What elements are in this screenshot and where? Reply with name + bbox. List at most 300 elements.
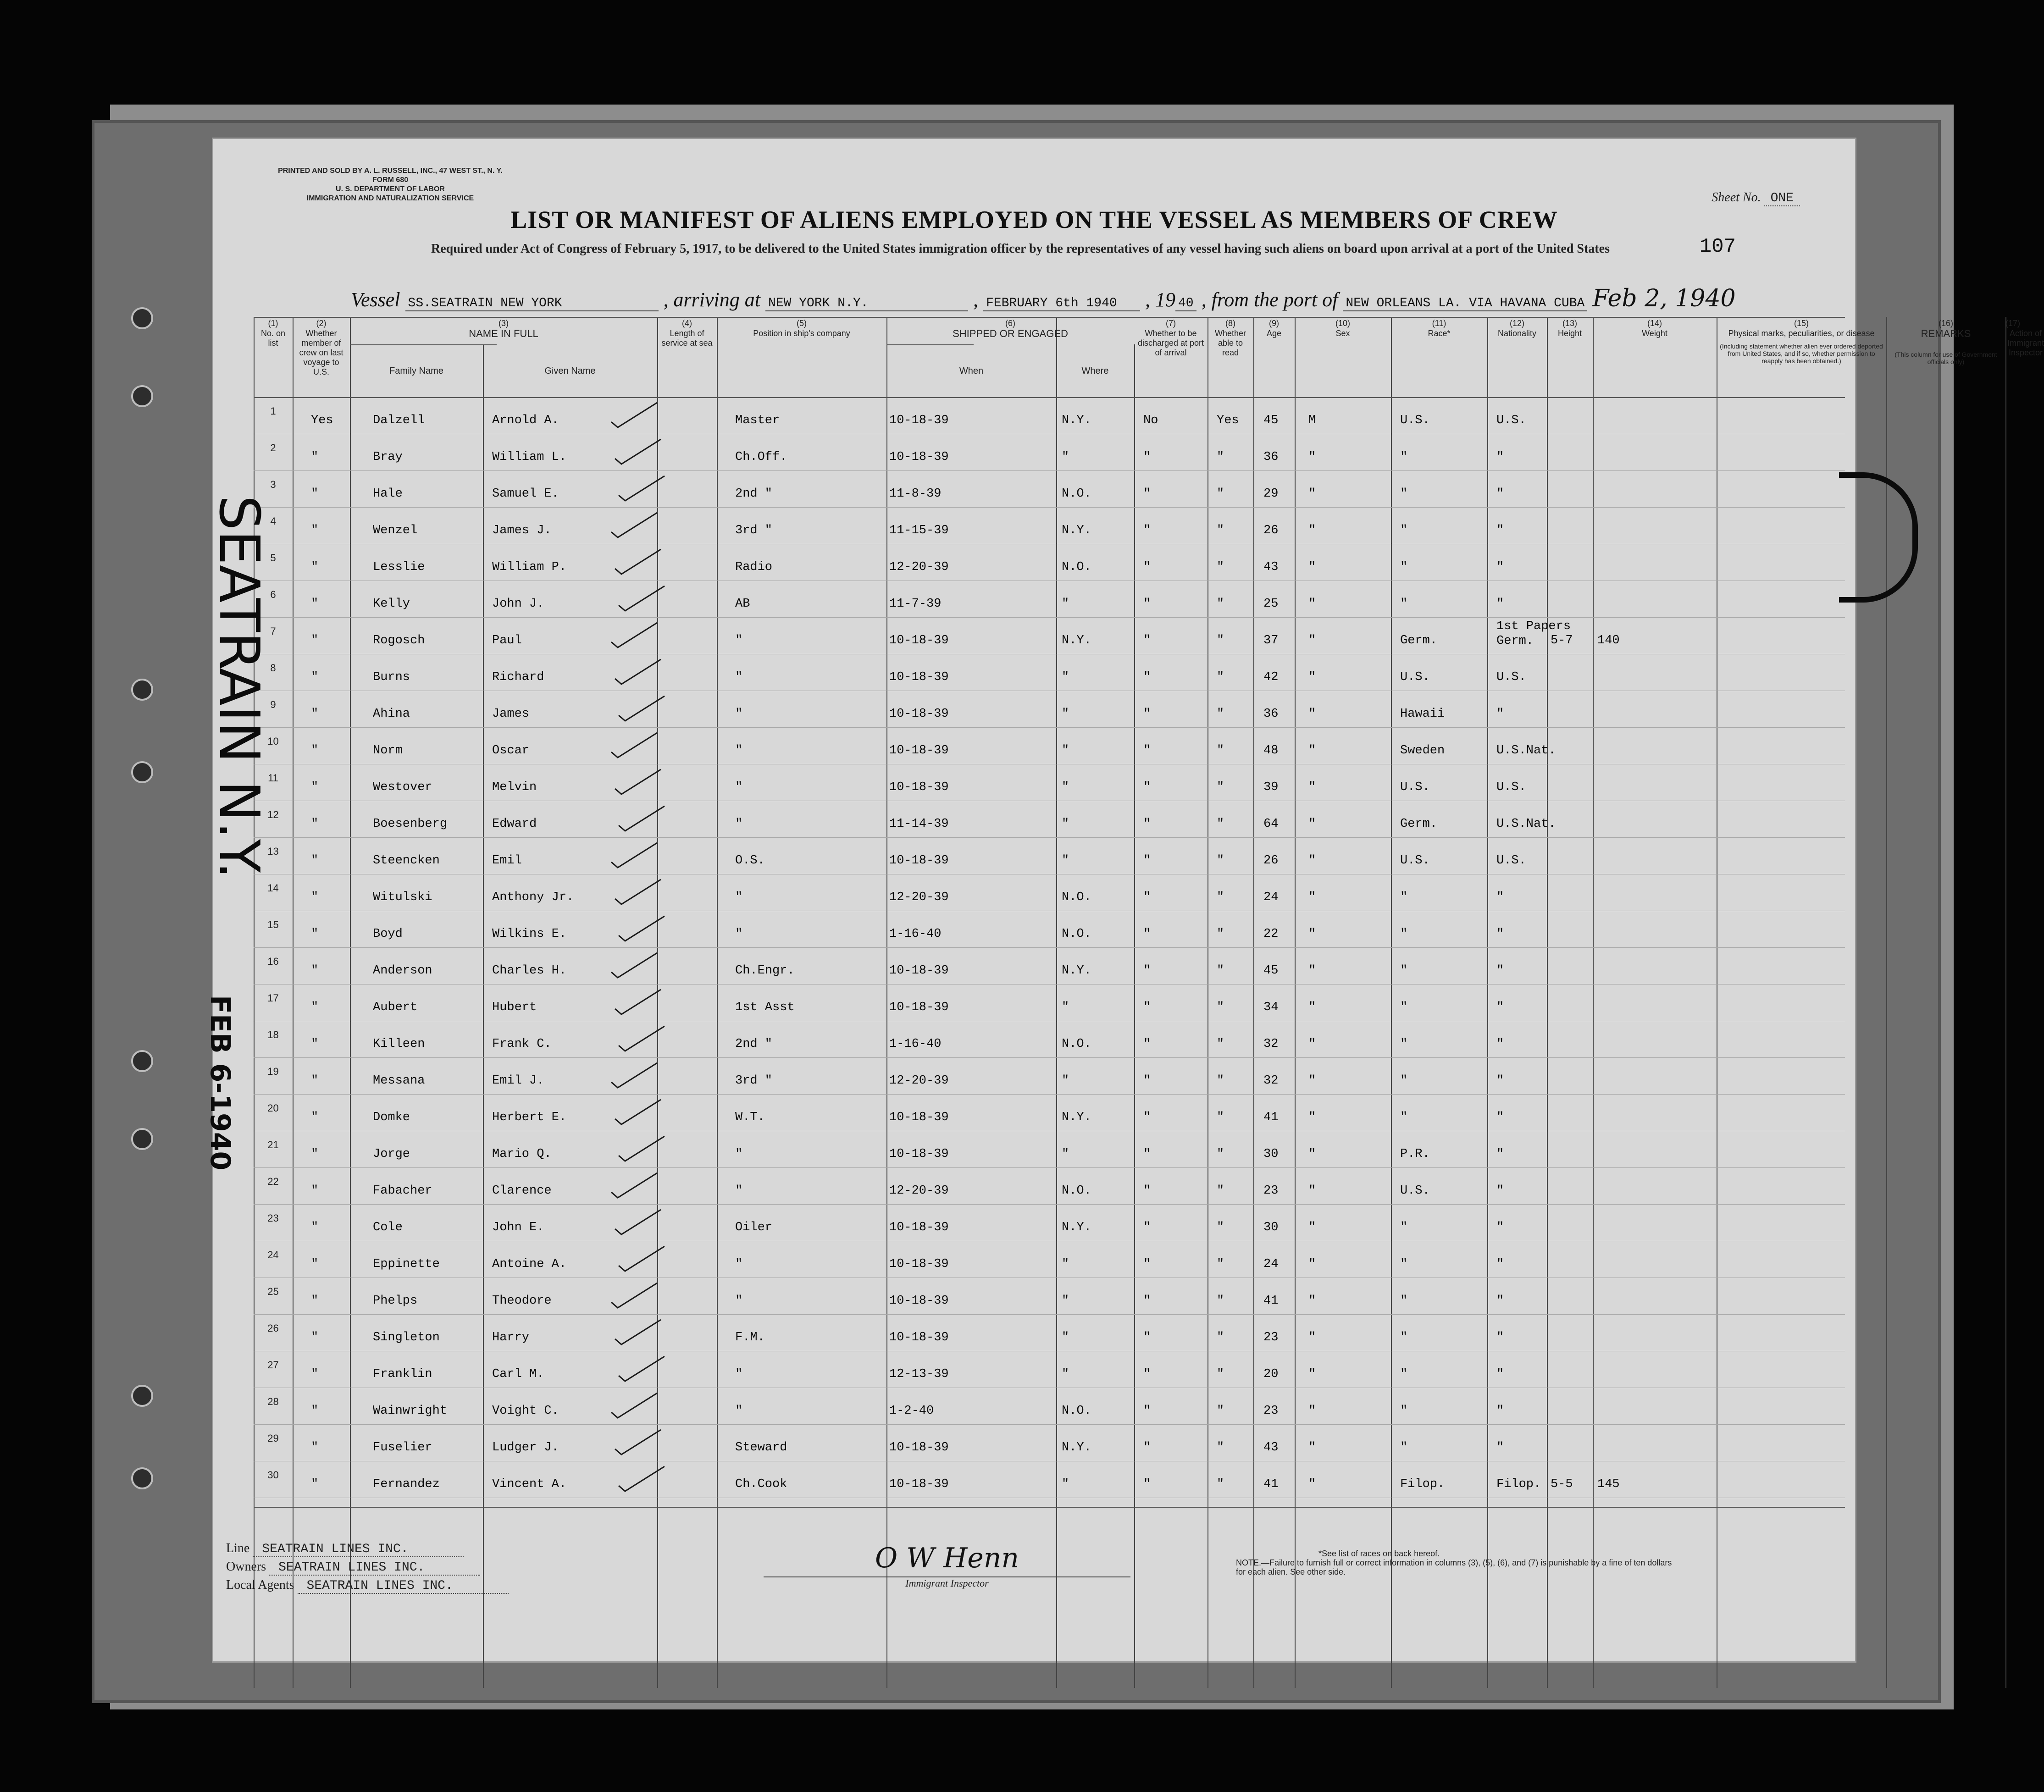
able-to-read-cell: " [1217, 1184, 1224, 1198]
prev-voyage-cell: " [311, 1441, 319, 1455]
agents-label: Local Agents [226, 1578, 294, 1592]
column-divider [1295, 317, 1296, 1688]
position-cell: " [735, 1294, 743, 1308]
crew-table [254, 317, 2044, 1688]
column-header: Action of Immigrant Inspector [2007, 329, 2044, 357]
binder-hole [131, 761, 153, 783]
shipped-where-cell: " [1062, 597, 1069, 611]
position-cell: " [735, 1367, 743, 1381]
row-rule [254, 1204, 1845, 1205]
column-header: Height [1557, 329, 1582, 338]
shipped-where-cell: N.Y. [1062, 524, 1091, 537]
column-divider [1056, 317, 1057, 1688]
given-name-cell: Richard [492, 670, 544, 684]
discharged-cell: " [1143, 1111, 1151, 1124]
shipped-when-cell: 10-18-39 [889, 634, 949, 647]
shipped-where-cell: " [1062, 1257, 1069, 1271]
nationality-cell: U.S.Nat. [1496, 744, 1556, 758]
check-mark-icon [607, 1060, 662, 1092]
given-name-cell: Wilkins E. [492, 927, 567, 941]
shipped-when-cell: 10-18-39 [889, 1257, 949, 1271]
shipped-when-cell: 10-18-39 [889, 707, 949, 721]
nationality-cell: " [1496, 1111, 1504, 1124]
sex-cell: " [1308, 707, 1316, 721]
position-cell: W.T. [735, 1111, 765, 1124]
race-cell: U.S. [1400, 854, 1430, 868]
prev-voyage-cell: " [311, 964, 319, 978]
given-name-cell: Charles H. [492, 964, 567, 978]
age-cell: 20 [1263, 1367, 1279, 1381]
nationality-cell: " [1496, 1184, 1504, 1198]
race-cell: " [1400, 560, 1408, 574]
discharged-cell: " [1143, 1184, 1151, 1198]
subheader-rule [350, 344, 497, 345]
check-mark-icon [614, 913, 669, 946]
shipped-where-cell: " [1062, 707, 1069, 721]
check-mark-icon [614, 473, 669, 505]
shipped-when-cell: 10-18-39 [889, 670, 949, 684]
row-number: 7 [270, 625, 276, 637]
sex-cell: " [1308, 634, 1316, 647]
nationality-cell: " [1496, 1147, 1504, 1161]
given-name-cell: John E. [492, 1221, 544, 1234]
given-name-cell: Anthony Jr. [492, 890, 574, 904]
agents-value: SEATRAIN LINES INC. [298, 1579, 509, 1594]
race-cell: " [1400, 1037, 1408, 1051]
shipped-when-cell: 10-18-39 [889, 1221, 949, 1234]
given-name-cell: Emil J. [492, 1074, 544, 1088]
prev-voyage-cell: " [311, 1477, 319, 1491]
shipped-when-cell: 10-18-39 [889, 744, 949, 758]
race-cell: " [1400, 964, 1408, 978]
sex-cell: " [1308, 524, 1316, 537]
family-name-cell: Wenzel [373, 524, 418, 537]
shipped-when-cell: 10-18-39 [889, 1001, 949, 1014]
age-cell: 29 [1263, 487, 1279, 501]
race-cell: " [1400, 487, 1408, 501]
given-name-cell: Ludger J. [492, 1441, 559, 1455]
column-number: (9) [1269, 319, 1279, 328]
shipped-when-cell: 1-16-40 [889, 1037, 942, 1051]
shipped-when-cell: 10-18-39 [889, 1147, 949, 1161]
prev-voyage-cell: " [311, 780, 319, 794]
race-cell: P.R. [1400, 1147, 1430, 1161]
printer-line: PRINTED AND SOLD BY A. L. RUSSELL, INC., 47 WEST ST., N. Y. [278, 167, 503, 175]
able-to-read-cell: " [1217, 1257, 1224, 1271]
row-number: 18 [267, 1029, 279, 1040]
nationality-cell: " [1496, 1404, 1504, 1418]
given-name-cell: Oscar [492, 744, 530, 758]
age-cell: 30 [1263, 1221, 1279, 1234]
family-name-cell: Domke [373, 1111, 410, 1124]
age-cell: 41 [1263, 1111, 1279, 1124]
able-to-read-cell: " [1217, 1221, 1224, 1234]
margin-stamp [202, 486, 289, 1174]
nationality-cell: U.S. [1496, 854, 1526, 868]
column-number: (7) [1166, 319, 1176, 328]
prev-voyage-cell: " [311, 1184, 319, 1198]
weight-cell: 140 [1597, 634, 1620, 647]
position-cell: Ch.Engr. [735, 964, 795, 978]
nationality-cell: U.S. [1496, 670, 1526, 684]
column-divider [1253, 317, 1254, 1688]
binder-hole [131, 1385, 153, 1407]
shipped-when-cell: 10-18-39 [889, 1441, 949, 1455]
shipped-when-cell: 10-18-39 [889, 780, 949, 794]
age-cell: 34 [1263, 1001, 1279, 1014]
shipped-when-cell: 11-14-39 [889, 817, 949, 831]
row-number: 25 [267, 1286, 279, 1297]
sex-cell: " [1308, 744, 1316, 758]
nationality-cell: " [1496, 597, 1504, 611]
race-cell: " [1400, 1257, 1408, 1271]
shipped-where-cell: " [1062, 1294, 1069, 1308]
able-to-read-cell: " [1217, 1441, 1224, 1455]
family-name-cell: Boyd [373, 927, 403, 941]
check-mark-icon [614, 583, 669, 615]
column-header: Age [1266, 329, 1282, 338]
race-cell: U.S. [1400, 780, 1430, 794]
age-cell: 30 [1263, 1147, 1279, 1161]
shipped-when-cell: 10-18-39 [889, 414, 949, 427]
discharged-cell: " [1143, 1257, 1151, 1271]
age-cell: 23 [1263, 1404, 1279, 1418]
stamp-date: FEB 6-1940 [204, 995, 236, 1171]
row-number: 8 [270, 662, 276, 674]
column-number: (1) [268, 319, 278, 328]
position-cell: Ch.Off. [735, 450, 787, 464]
family-name-cell: Aubert [373, 1001, 418, 1014]
sex-cell: " [1308, 597, 1316, 611]
column-divider [483, 344, 484, 1688]
shipped-when-cell: 10-18-39 [889, 1111, 949, 1124]
shipped-where-cell: " [1062, 817, 1069, 831]
column-header: Nationality [1497, 329, 1537, 338]
race-cell: Germ. [1400, 817, 1438, 831]
column-number: (17) [2005, 319, 2021, 328]
family-name-cell: Messana [373, 1074, 425, 1088]
able-to-read-cell: " [1217, 1367, 1224, 1381]
table-bottom-rule [254, 1507, 1845, 1508]
shipped-when-cell: 10-18-39 [889, 1477, 949, 1491]
footnote [1236, 1549, 1676, 1576]
form-number: FORM 680 [372, 176, 409, 184]
race-cell: " [1400, 1441, 1408, 1455]
age-cell: 43 [1263, 1441, 1279, 1455]
position-cell: " [735, 1147, 743, 1161]
given-name-cell: Arnold A. [492, 414, 559, 427]
inspector-signature: O W Henn [875, 1542, 1019, 1574]
check-mark-icon [607, 1280, 662, 1312]
prev-voyage-cell: " [311, 1404, 319, 1418]
nationality-cell: U.S. [1496, 414, 1526, 427]
age-cell: 37 [1263, 634, 1279, 647]
race-cell: " [1400, 1221, 1408, 1234]
given-name-cell: Melvin [492, 780, 537, 794]
column-header: Weight [1642, 329, 1667, 338]
position-cell: " [735, 780, 743, 794]
shipped-where-cell: N.Y. [1062, 414, 1091, 427]
sex-cell: " [1308, 854, 1316, 868]
remarks-note: (Including statement whether alien ever ordered deported from United States, and if so, whether permission to reapply has been obtained.) [1720, 343, 1883, 365]
column-number: (15) [1794, 319, 1809, 328]
agents-field [226, 1578, 509, 1594]
row-rule [254, 1167, 1845, 1168]
prev-voyage-cell: " [311, 854, 319, 868]
row-number: 13 [267, 846, 279, 857]
column-number: (3) [499, 319, 509, 328]
position-cell: Oiler [735, 1221, 773, 1234]
manifest-sheet [212, 138, 2044, 1663]
race-cell: Germ. [1400, 634, 1438, 647]
nationality-cell: U.S.Nat. [1496, 817, 1556, 831]
able-to-read-cell: " [1217, 964, 1224, 978]
prev-voyage-cell: " [311, 1074, 319, 1088]
prev-voyage-cell: " [311, 1147, 319, 1161]
family-name-cell: Boesenberg [373, 817, 448, 831]
column-header: Position in ship's company [753, 329, 850, 338]
column-header: Whether able to read [1214, 329, 1246, 357]
discharged-cell: " [1143, 707, 1151, 721]
family-name-cell: Witulski [373, 890, 432, 904]
shipped-where-cell: N.O. [1062, 487, 1091, 501]
row-number: 26 [267, 1322, 279, 1334]
able-to-read-cell: " [1217, 1001, 1224, 1014]
shipped-when-cell: 12-20-39 [889, 1074, 949, 1088]
shipped-where-cell: N.Y. [1062, 964, 1091, 978]
check-mark-icon [610, 767, 665, 799]
binder-hole [131, 385, 153, 407]
position-cell: 3rd " [735, 524, 773, 537]
column-header: NAME IN FULL [469, 328, 538, 339]
check-mark-icon [607, 1170, 662, 1202]
row-number: 23 [267, 1212, 279, 1224]
column-number: (5) [797, 319, 807, 328]
sex-cell: " [1308, 1184, 1316, 1198]
discharged-cell: " [1143, 964, 1151, 978]
shipped-when-cell: 12-20-39 [889, 1184, 949, 1198]
sex-cell: " [1308, 1477, 1316, 1491]
shipped-where-cell: N.Y. [1062, 1441, 1091, 1455]
race-cell: Filop. [1400, 1477, 1445, 1491]
able-to-read-cell: " [1217, 1111, 1224, 1124]
binder-hole [131, 679, 153, 701]
handwritten-date: Feb 2, 1940 [1592, 285, 1736, 312]
sex-cell: " [1308, 964, 1316, 978]
column-number: (13) [1562, 319, 1577, 328]
nationality-cell: " [1496, 1221, 1504, 1234]
vessel-name: SS.SEATRAIN NEW YORK [405, 296, 659, 311]
age-cell: 41 [1263, 1294, 1279, 1308]
nationality-cell: " [1496, 1074, 1504, 1088]
check-mark-icon [610, 1207, 665, 1239]
check-mark-icon [610, 1317, 665, 1349]
age-cell: 23 [1263, 1331, 1279, 1344]
sheet-number-value: ONE [1764, 191, 1800, 206]
arrival-date: FEBRUARY 6th 1940 [983, 296, 1140, 311]
shipped-when-cell: 12-13-39 [889, 1367, 949, 1381]
shipped-where-cell: N.Y. [1062, 634, 1091, 647]
height-cell: 5-7 [1551, 634, 1573, 647]
able-to-read-cell: " [1217, 670, 1224, 684]
shipped-when-cell: 1-16-40 [889, 927, 942, 941]
prev-voyage-cell: " [311, 450, 319, 464]
line-value: SEATRAIN LINES INC. [253, 1542, 464, 1557]
family-name-cell: Steencken [373, 854, 440, 868]
shipped-where-cell: " [1062, 1367, 1069, 1381]
discharged-cell: " [1143, 890, 1151, 904]
check-mark-icon [614, 1023, 669, 1056]
nationality-cell: " [1496, 707, 1504, 721]
nationality-cell: Filop. [1496, 1477, 1541, 1491]
family-name-cell: Phelps [373, 1294, 418, 1308]
nationality-cell: " [1496, 1294, 1504, 1308]
shipped-where-cell: N.O. [1062, 560, 1091, 574]
prev-voyage-cell: " [311, 597, 319, 611]
subheader-when: When [959, 366, 984, 376]
sex-cell: " [1308, 450, 1316, 464]
subheader-where: Where [1081, 366, 1109, 376]
sex-cell: " [1308, 817, 1316, 831]
age-cell: 32 [1263, 1037, 1279, 1051]
column-divider [886, 317, 887, 1688]
sex-cell: " [1308, 1147, 1316, 1161]
discharged-cell: " [1143, 744, 1151, 758]
column-divider [1391, 317, 1392, 1688]
family-name-cell: Westover [373, 780, 432, 794]
binder-hole [131, 1128, 153, 1150]
sex-cell: " [1308, 1111, 1316, 1124]
prev-voyage-cell: " [311, 1367, 319, 1381]
row-number: 17 [267, 992, 279, 1004]
family-name-cell: Bray [373, 450, 403, 464]
able-to-read-cell: " [1217, 1331, 1224, 1344]
shipped-when-cell: 11-15-39 [889, 524, 949, 537]
row-number: 11 [268, 772, 278, 784]
column-header: No. on list [260, 329, 286, 348]
age-cell: 41 [1263, 1477, 1279, 1491]
family-name-cell: Fernandez [373, 1477, 440, 1491]
family-name-cell: Wainwright [373, 1404, 448, 1418]
voyage-line: Vessel SS.SEATRAIN NEW YORK , arriving at NEW YORK N.Y. , FEBRUARY 6th 1940 , 19 40 , from the port of NEW ORLEANS LA. VIA HAVANA CUBA Feb 2, 1940 [351, 285, 1736, 312]
given-name-cell: Hubert [492, 1001, 537, 1014]
discharged-cell: " [1143, 524, 1151, 537]
prev-voyage-cell: " [311, 1001, 319, 1014]
able-to-read-cell: " [1217, 487, 1224, 501]
shipped-when-cell: 10-18-39 [889, 1331, 949, 1344]
able-to-read-cell: " [1217, 780, 1224, 794]
column-header: Sex [1335, 329, 1350, 338]
discharged-cell: " [1143, 927, 1151, 941]
position-cell: Steward [735, 1441, 787, 1455]
race-cell: " [1400, 450, 1408, 464]
race-cell: " [1400, 1404, 1408, 1418]
able-to-read-cell: " [1217, 854, 1224, 868]
discharged-cell: No [1143, 414, 1158, 427]
row-number: 30 [267, 1469, 279, 1481]
page-subtitle: Required under Act of Congress of February 5, 1917, to be delivered to the United States immigration officer by the representatives of any vessel having such aliens on board upon arrival at a port of the United States [431, 242, 1610, 256]
position-cell: 2nd " [735, 487, 773, 501]
family-name-cell: Lesslie [373, 560, 425, 574]
row-number: 16 [267, 956, 279, 967]
shipped-where-cell: N.O. [1062, 927, 1091, 941]
family-name-cell: Rogosch [373, 634, 425, 647]
column-divider [717, 317, 718, 1688]
race-cell: " [1400, 1001, 1408, 1014]
sex-cell: " [1308, 1257, 1316, 1271]
row-rule [254, 1057, 1845, 1058]
given-name-cell: John J. [492, 597, 544, 611]
position-cell: " [735, 670, 743, 684]
page-title: LIST OR MANIFEST OF ALIENS EMPLOYED ON THE VESSEL AS MEMBERS OF CREW [510, 206, 1558, 233]
owners-value: SEATRAIN LINES INC. [269, 1560, 480, 1576]
column-number: (4) [682, 319, 692, 328]
able-to-read-cell: " [1217, 817, 1224, 831]
given-name-cell: Edward [492, 817, 537, 831]
row-rule [254, 1094, 1845, 1095]
check-mark-icon [607, 620, 662, 652]
row-number: 20 [267, 1102, 279, 1114]
row-number: 14 [267, 882, 279, 894]
family-name-cell: Hale [373, 487, 403, 501]
column-divider [1134, 344, 1135, 1688]
sex-cell: " [1308, 1221, 1316, 1234]
position-cell: Ch.Cook [735, 1477, 787, 1491]
position-cell: 1st Asst [735, 1001, 795, 1014]
race-cell: " [1400, 1294, 1408, 1308]
year-suffix: 40 [1175, 296, 1196, 311]
able-to-read-cell: " [1217, 524, 1224, 537]
position-cell: 2nd " [735, 1037, 773, 1051]
row-number: 10 [267, 736, 279, 747]
family-name-cell: Killeen [373, 1037, 425, 1051]
discharged-cell: " [1143, 634, 1151, 647]
column-header: SHIPPED OR ENGAGED [953, 328, 1068, 339]
given-name-cell: James J. [492, 524, 552, 537]
nationality-cell: " [1496, 890, 1504, 904]
from-label: , from the port of [1201, 288, 1338, 311]
shipped-where-cell: " [1062, 450, 1069, 464]
owners-label: Owners [226, 1560, 266, 1574]
shipped-where-cell: N.O. [1062, 1184, 1091, 1198]
race-cell: U.S. [1400, 1184, 1430, 1198]
race-cell: " [1400, 524, 1408, 537]
binder-hole [131, 1467, 153, 1489]
column-divider [1487, 317, 1488, 1688]
age-cell: 24 [1263, 890, 1279, 904]
column-number: (2) [316, 319, 327, 328]
nationality-cell: U.S. [1496, 780, 1526, 794]
row-number: 29 [267, 1432, 279, 1444]
column-number: (11) [1432, 319, 1446, 328]
able-to-read-cell: " [1217, 927, 1224, 941]
discharged-cell: " [1143, 487, 1151, 501]
department-name: U. S. DEPARTMENT OF LABOR [336, 185, 445, 193]
header-top-rule [254, 317, 1845, 318]
sex-cell: " [1308, 1037, 1316, 1051]
shipped-where-cell: " [1062, 1001, 1069, 1014]
sheet-number-label: Sheet No. [1712, 190, 1761, 205]
given-name-cell: James [492, 707, 530, 721]
column-header: Length of service at sea [661, 329, 713, 348]
discharged-cell: " [1143, 1404, 1151, 1418]
row-rule [254, 617, 1845, 618]
arriving-port: NEW YORK N.Y. [765, 296, 968, 311]
given-name-cell: Antoine A. [492, 1257, 567, 1271]
discharged-cell: " [1143, 1147, 1151, 1161]
position-cell: 3rd " [735, 1074, 773, 1088]
check-mark-icon [610, 547, 665, 579]
